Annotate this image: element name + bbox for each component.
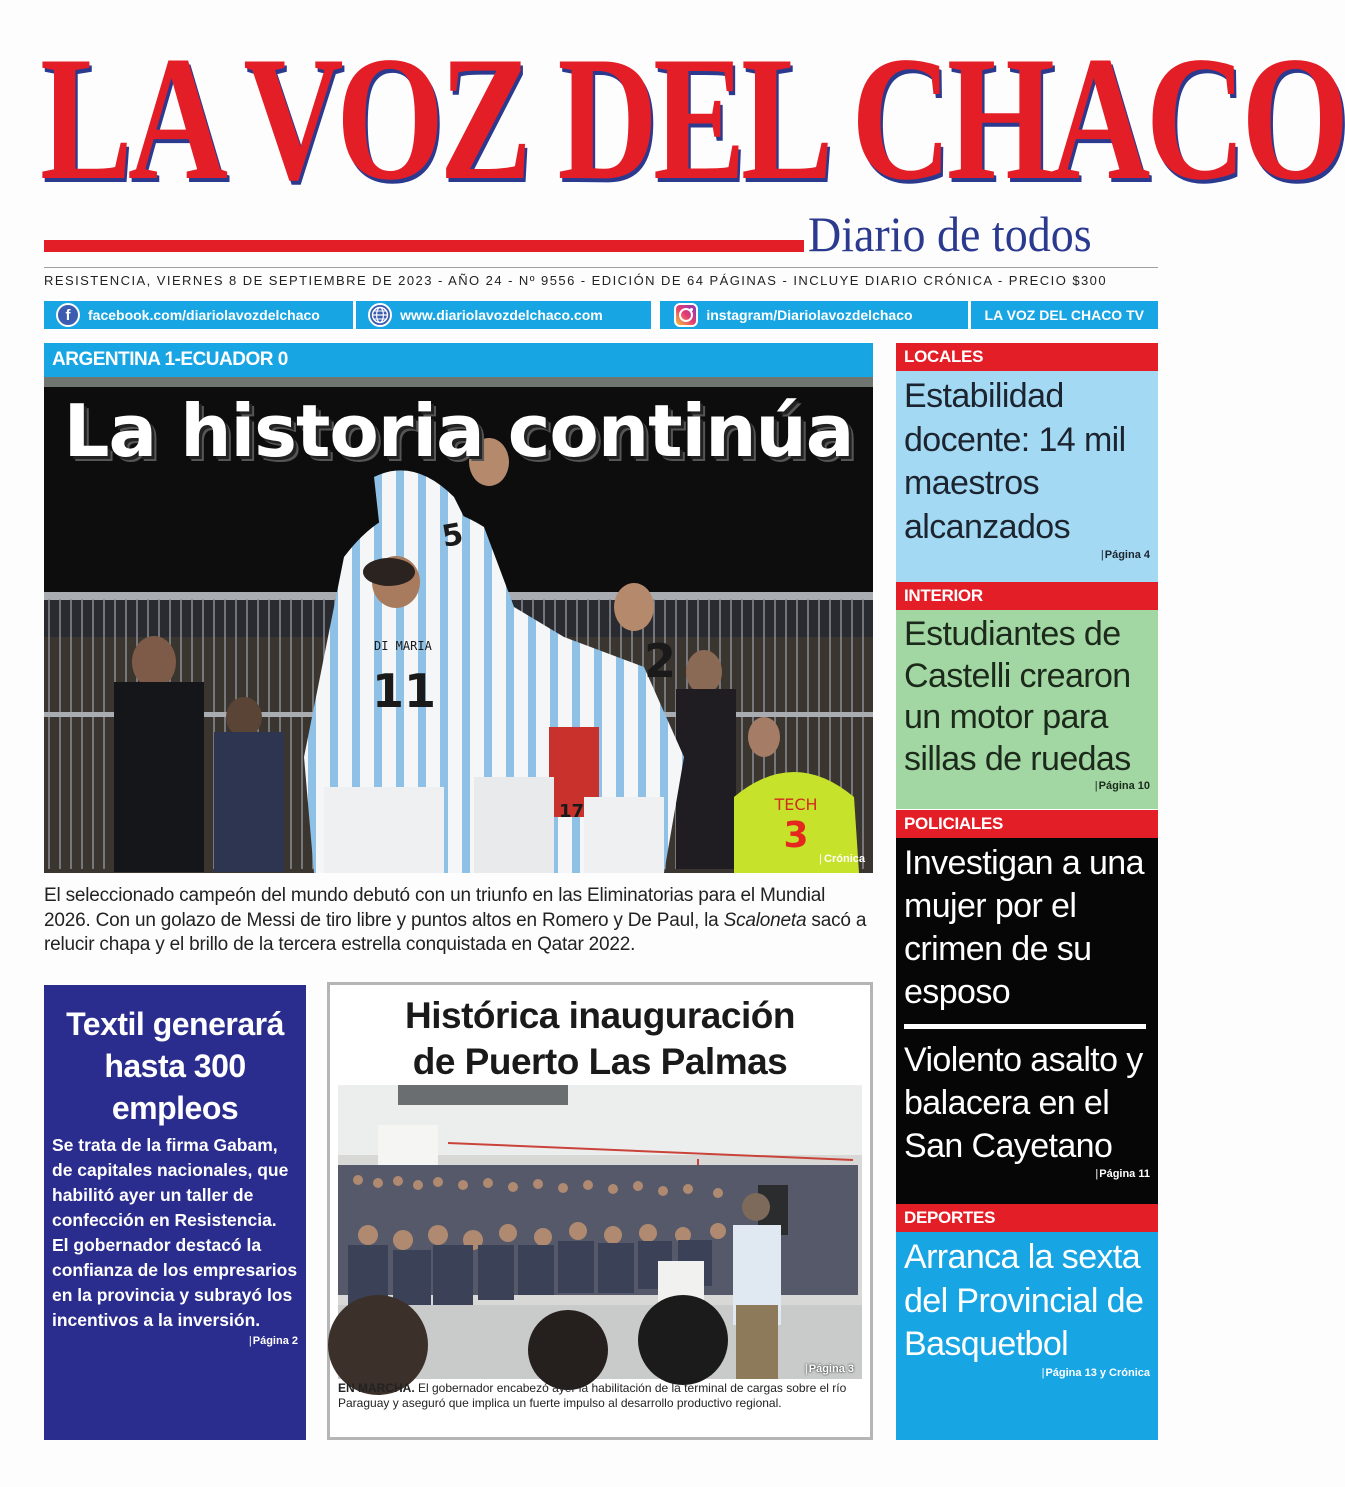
svg-text:17: 17 bbox=[559, 801, 585, 822]
instagram-link-label: instagram/Diariolavozdelchaco bbox=[706, 307, 913, 323]
caption-lead: EN MARCHA. bbox=[338, 1381, 415, 1395]
locales-headline: Estabilidad docente: 14 mil maestros alcanzados bbox=[904, 377, 1126, 546]
policiales-headline-2: Violento asalto y balacera en el San Cayetano bbox=[904, 1041, 1143, 1165]
section-label-locales[interactable]: LOCALES bbox=[896, 343, 1158, 371]
newspaper-title: LA VOZ DEL CHACO bbox=[40, 19, 1345, 217]
page-reference: | Página 4 bbox=[904, 549, 1150, 561]
dateline: RESISTENCIA, VIERNES 8 DE SEPTIEMBRE DE 2023 - AÑO 24 - Nº 9556 - EDICIÓN DE 64 PÁGINAS - INCLUYE DIARIO CRÓNICA - PRECIO $300 bbox=[44, 273, 1108, 288]
page-reference: | Página 3 bbox=[805, 1363, 854, 1375]
puerto-story[interactable] bbox=[327, 982, 873, 1440]
textil-headline: Textil generará hasta 300 empleos bbox=[66, 1006, 284, 1126]
section-label-policiales[interactable]: POLICIALES bbox=[896, 810, 1158, 838]
lead-italic-text: Scaloneta bbox=[723, 909, 807, 931]
website-link[interactable] bbox=[356, 301, 651, 329]
svg-text:2: 2 bbox=[644, 634, 677, 688]
svg-text:5: 5 bbox=[439, 516, 466, 555]
main-headline[interactable]: La historia continúa bbox=[63, 389, 854, 473]
caption-text: El gobernador encabezó ayer la habilitación de la terminal de cargas sobre el río Paraguay y aseguró que implica un fuerte impulso al desarrollo productivo regional. bbox=[338, 1381, 847, 1410]
section-label-deportes[interactable]: DEPORTES bbox=[896, 1204, 1158, 1232]
divider bbox=[44, 267, 1158, 268]
puerto-headline bbox=[330, 993, 870, 1085]
masthead-rule bbox=[44, 240, 804, 252]
page-reference: | Página 10 bbox=[904, 780, 1150, 792]
page-reference: | Página 2 bbox=[52, 1335, 298, 1347]
puerto-headline-line: Histórica inauguración bbox=[405, 995, 795, 1036]
svg-text:11: 11 bbox=[372, 664, 437, 718]
page-reference: | Página 13 y Crónica bbox=[904, 1367, 1150, 1379]
svg-text:3: 3 bbox=[783, 815, 809, 856]
textil-body: Se trata de la firma Gabam, de capitales nacionales, que habilitó ayer un taller de confección en Resistencia. El gobernador destacó la confianza de los empresarios en la provincia y subrayó los incentivos a la inversión. bbox=[52, 1135, 298, 1330]
website-link-label: www.diariolavozdelchaco.com bbox=[400, 307, 603, 323]
deportes-headline: Arranca la sexta del Provincial de Basquetbol bbox=[904, 1238, 1144, 1363]
social-bar bbox=[44, 301, 1158, 329]
puerto-headline-line: de Puerto Las Palmas bbox=[412, 1041, 788, 1082]
inauguration-audience-image bbox=[338, 1085, 862, 1379]
main-story-lead bbox=[44, 884, 873, 958]
facebook-link[interactable] bbox=[44, 301, 353, 329]
locales-story[interactable] bbox=[896, 371, 1158, 582]
interior-story[interactable] bbox=[896, 610, 1158, 809]
textil-story[interactable] bbox=[44, 985, 306, 1440]
instagram-link[interactable] bbox=[660, 301, 967, 329]
main-story-kicker: ARGENTINA 1-ECUADOR 0 bbox=[44, 343, 873, 377]
globe-icon bbox=[368, 303, 392, 327]
facebook-link-label: facebook.com/diariolavozdelchaco bbox=[88, 307, 320, 323]
divider bbox=[904, 1024, 1146, 1029]
deportes-story[interactable] bbox=[896, 1232, 1158, 1440]
svg-text:TECH: TECH bbox=[774, 795, 818, 814]
policiales-story[interactable] bbox=[896, 838, 1158, 1204]
newspaper-tagline: Diario de todos bbox=[808, 206, 1092, 262]
policiales-headline-1: Investigan a una mujer por el crimen de su esposo bbox=[904, 844, 1144, 1011]
instagram-icon bbox=[674, 303, 698, 327]
tv-link-label: LA VOZ DEL CHACO TV bbox=[984, 307, 1144, 323]
tv-link[interactable] bbox=[971, 301, 1158, 329]
facebook-icon: f bbox=[56, 303, 80, 327]
interior-headline: Estudiantes de Castelli crearon un motor para sillas de ruedas bbox=[904, 615, 1131, 778]
puerto-photo[interactable] bbox=[338, 1085, 862, 1379]
svg-text:DI MARIA: DI MARIA bbox=[374, 639, 432, 653]
section-label-interior[interactable]: INTERIOR bbox=[896, 582, 1158, 610]
photo-credit: | Crónica bbox=[819, 853, 865, 865]
main-story-photo[interactable] bbox=[44, 377, 873, 873]
puerto-caption bbox=[338, 1381, 864, 1411]
lead-text: El seleccionado campeón del mundo debutó con un triunfo en las Eliminatorias para el Mundial 2026. Con un golazo de Messi de tiro libre y puntos altos en Romero y De Paul, la bbox=[44, 885, 826, 931]
page-reference: | Página 11 bbox=[904, 1168, 1150, 1180]
lead-text: sacó a relucir chapa y el brillo de la tercera estrella conquistada en Qatar 2022. bbox=[44, 909, 867, 955]
